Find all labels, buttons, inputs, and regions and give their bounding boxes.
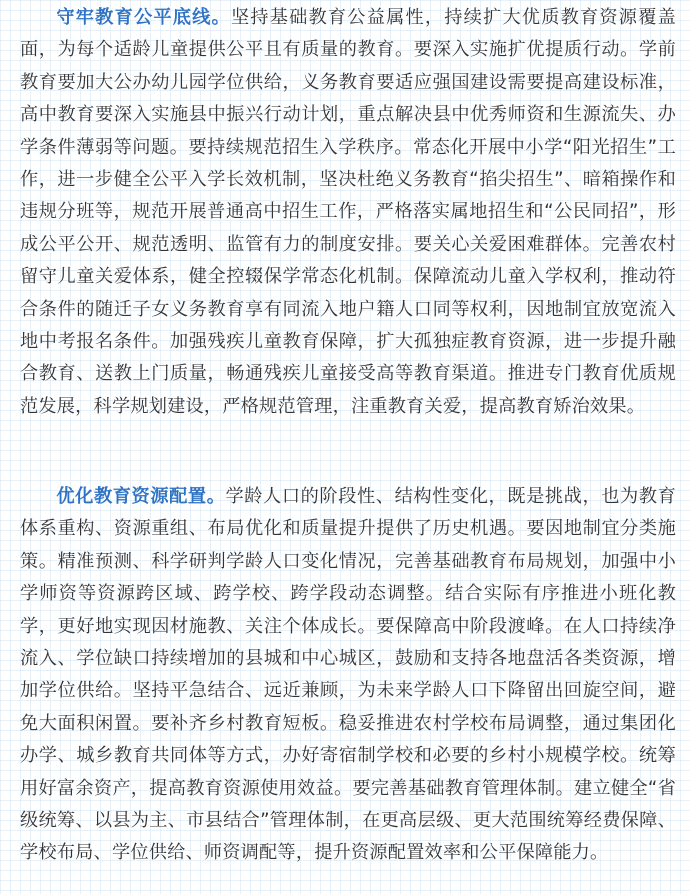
- paragraph-heading: 优化教育资源配置。: [56, 486, 226, 507]
- paragraph-text: 学龄人口的阶段性、结构性变化，既是挑战，也为教育体系重构、资源重组、布局优化和质量提升提供了历史机遇。要因地制宜分类施策。精准预测、科学研判学龄人口变化情况，完善基础教育布局规划，加强中小学师资等资源跨区域、跨学校、跨学段动态调整。结合实际有序推进小班化教学，更好地实现因材施教、关注个体成长。要保障高中阶段渡峰。在人口持续净流入、学位缺口持续增加的县城和中心城区，鼓励和支持各地盘活各类资源，增加学位供给。坚持平急结合、远近兼顾，为未来学龄人口下降留出回旋空间，避免大面积闲置。要补齐乡村教育短板。稳妥推进农村学校布局调整，通过集团化办学、城乡教育共同体等方式，办好寄宿制学校和必要的乡村小规模学校。统筹用好富余资产，提高教育资源使用效益。要完善基础教育管理体制。建立健全“省级统筹、以县为主、市县结合”管理体制，在更高层级、更大范围统筹经费保障、学校布局、学位供给、师资调配等，提升资源配置效率和公平保障能力。: [20, 486, 676, 864]
- paragraph-resource-allocation: [20, 481, 676, 870]
- paragraph-text: 坚持基础教育公益属性，持续扩大优质教育资源覆盖面，为每个适龄儿童提供公平且有质量的教育。要深入实施扩优提质行动。学前教育要加大公办幼儿园学位供给，义务教育要适应强国建设需要提高建设标准，高中教育要深入实施县中振兴行动计划，重点解决县中优秀师资和生源流失、办学条件薄弱等问题。要持续规范招生入学秩序。常态化开展中小学“阳光招生”工作，进一步健全公平入学长效机制，坚决杜绝义务教育“掐尖招生”、暗箱操作和违规分班等，规范开展普通高中招生工作，严格落实属地招生和“公民同招”，形成公平公开、规范透明、监管有力的制度安排。要关心关爱困难群体。完善农村留守儿童关爱体系，健全控辍保学常态化机制。保障流动儿童入学权利，推动符合条件的随迁子女义务教育享有同流入地户籍人口同等权利，因地制宜放宽流入地中考报名条件。加强残疾儿童教育保障，扩大孤独症教育资源，进一步提升融合教育、送教上门质量，畅通残疾儿童接受高等教育渠道。推进专门教育优质规范发展，科学规划建设，严格规范管理，注重教育关爱，提高教育矫治效果。: [20, 7, 676, 417]
- paragraph-education-equity: [20, 2, 676, 423]
- paragraph-heading: 守牢教育公平底线。: [56, 7, 231, 28]
